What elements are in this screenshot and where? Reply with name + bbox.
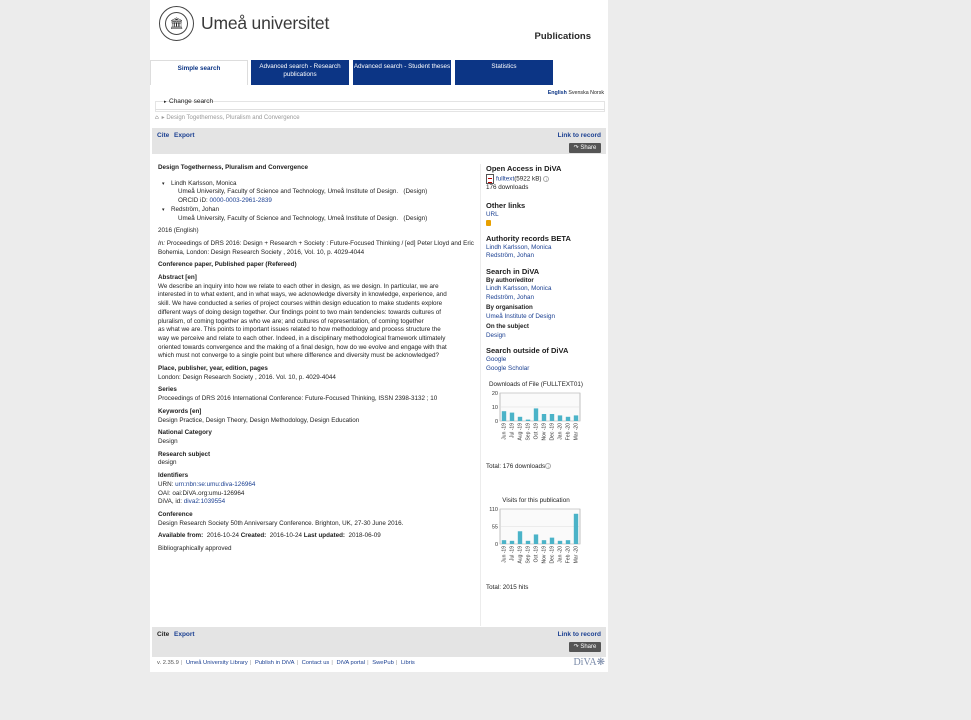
x-tick-label: Dec -19 — [549, 423, 556, 441]
x-tick-label: Aug -19 — [517, 546, 524, 564]
y-tick-label: 0 — [494, 542, 498, 549]
x-tick-label: Sep -19 — [525, 423, 532, 441]
x-tick-label: Dec -19 — [549, 546, 556, 564]
x-tick-label: Oct -19 — [533, 546, 540, 563]
visits-chart — [486, 505, 596, 580]
tab-advanced-research[interactable]: Advanced search - Research publications — [251, 60, 349, 85]
abstract-heading: Abstract [en] — [158, 274, 197, 282]
home-icon[interactable]: ⌂ — [155, 115, 159, 121]
urn-link[interactable]: urn:nbn:se:umu:diva-126964 — [175, 480, 256, 488]
record-toolbar-top — [152, 128, 606, 154]
keywords-value: Design Practice, Design Theory, Design Methodology, Design Education — [158, 416, 360, 424]
in-source: In: Proceedings of DRS 2016: Design + Research + Society : Future-Focused Thinking / [ed] Peter Lloyd and Eric Bohemia, London: Design Research Society , 2016, Vol. 10, p. 4029-4044 — [158, 239, 474, 256]
author-affiliation: Umeå University, Faculty of Science and Technology, Umeå Institute of Design. (Design) — [178, 214, 428, 222]
y-tick-label: 10 — [491, 405, 498, 412]
downloads-chart — [486, 389, 596, 459]
breadcrumb — [155, 114, 300, 121]
change-search-toggle[interactable] — [155, 98, 605, 110]
diva-id: DiVA, id: diva2:1039554 — [158, 498, 226, 506]
language-switcher — [548, 90, 604, 96]
bar — [542, 540, 546, 544]
y-tick-label: 55 — [491, 524, 498, 531]
x-tick-label: Jul -19 — [509, 423, 516, 439]
x-tick-label: Mar -20 — [573, 546, 580, 564]
bar — [510, 541, 514, 544]
subject-search-link[interactable]: Design — [486, 331, 506, 339]
lang-swedish[interactable]: Svenska — [568, 90, 589, 96]
footer-links: v. 2.35.9 | Umeå University Library | Publish in DiVA | Contact us | DiVA portal | SwePub | Libris — [157, 660, 415, 666]
open-access-lock-icon — [486, 220, 491, 226]
info-icon[interactable]: i — [543, 176, 549, 182]
info-icon[interactable]: i — [545, 463, 551, 469]
x-tick-label: Jul -19 — [509, 546, 516, 562]
footer-link-swepub[interactable]: SwePub — [372, 660, 394, 666]
version: v. 2.35.9 — [157, 660, 179, 666]
x-tick-label: Aug -19 — [517, 423, 524, 441]
x-tick-label: Nov -19 — [541, 546, 548, 564]
bar — [526, 420, 530, 421]
bar — [558, 416, 562, 422]
oai: OAI: oai:DiVA.org:umu-126964 — [158, 489, 245, 497]
bar — [550, 538, 554, 544]
google-scholar-link[interactable]: Google Scholar — [486, 364, 530, 372]
university-seal-icon[interactable]: 🏛 — [159, 6, 194, 41]
orcid: ORCID iD: 0000-0003-2961-2839 — [178, 197, 272, 205]
diva-id-link[interactable]: diva2:1039554 — [183, 498, 226, 506]
visits-chart-title: Visits for this publication — [502, 497, 570, 505]
diva-logo[interactable]: DiVA❋ — [573, 657, 605, 668]
x-tick-label: Jan -20 — [557, 546, 564, 563]
fulltext-link[interactable]: fulltext — [496, 175, 515, 183]
author-name: Lindh Karlsson, Monica — [171, 179, 237, 187]
url-link[interactable]: URL — [486, 210, 499, 218]
x-tick-label: Jan -20 — [557, 423, 564, 440]
bar — [534, 535, 538, 545]
category-heading: National Category — [158, 429, 212, 437]
org-search-link[interactable]: Umeå Institute of Design — [486, 312, 555, 320]
conference-value: Design Research Society 50th Anniversary Conference. Brighton, UK, 27-30 June 2016. — [158, 519, 404, 527]
x-tick-label: Jun -19 — [501, 423, 508, 440]
bar — [518, 417, 522, 421]
bar — [502, 411, 506, 421]
export-button[interactable]: Export — [174, 132, 195, 139]
bar — [502, 540, 506, 544]
year-language: 2016 (English) — [158, 227, 199, 235]
x-tick-label: Oct -19 — [533, 423, 540, 440]
chevron-right-icon: ▸ — [164, 99, 167, 105]
chevron-down-icon[interactable]: ▾ — [162, 206, 165, 213]
change-search-label: Change search — [169, 98, 214, 105]
downloads-total: Total: 176 downloads i — [486, 463, 605, 472]
section-title: Publications — [534, 31, 591, 42]
link-to-record-button[interactable]: Link to record — [557, 631, 601, 638]
bar — [574, 514, 578, 544]
x-tick-label: Jun -19 — [501, 546, 508, 563]
urn: URN: urn:nbn:se:umu:diva-126964 — [158, 480, 256, 488]
visits-total: Total: 2015 hits — [486, 583, 529, 591]
bar — [510, 413, 514, 421]
gear-icon: ❋ — [596, 657, 605, 668]
author-item[interactable] — [158, 206, 474, 215]
other-links-heading: Other links — [486, 200, 526, 210]
export-button[interactable]: Export — [174, 631, 195, 638]
authority-link[interactable]: Redström, Johan — [486, 252, 534, 260]
x-tick-label: Nov -19 — [541, 423, 548, 441]
search-outside-heading: Search outside of DiVA — [486, 346, 569, 356]
footer-link-publish[interactable]: Publish in DiVA — [254, 660, 295, 666]
bar — [550, 414, 554, 421]
bar — [518, 531, 522, 544]
author-search-link[interactable]: Lindh Karlsson, Monica — [486, 285, 552, 293]
bar — [542, 414, 546, 421]
breadcrumb-arrow-icon: ▸ — [161, 115, 167, 121]
orcid-link[interactable]: 0000-0003-2961-2839 — [209, 197, 272, 205]
sidebar — [480, 164, 605, 626]
approved-status: Bibliographically approved — [158, 545, 232, 553]
footer-link-library[interactable]: Umeå University Library — [185, 660, 248, 666]
x-tick-label: Feb -20 — [565, 546, 572, 564]
subject-value: design — [158, 459, 177, 467]
link-to-record-button[interactable]: Link to record — [557, 132, 601, 139]
on-subject-label: On the subject — [486, 323, 529, 331]
cite-button[interactable]: Cite — [157, 631, 170, 638]
place-value: London: Design Research Society , 2016. Vol. 10, p. 4029-4044 — [158, 373, 336, 381]
page — [150, 0, 608, 672]
dates: Available from: 2016-10-24 Created: 2016-10-24 Last updated: 2018-06-09 — [158, 532, 381, 540]
lang-norwegian[interactable]: Norsk — [590, 90, 604, 96]
download-count: 176 downloads — [486, 184, 529, 192]
downloads-chart-title: Downloads of File (FULLTEXT01) — [488, 381, 584, 389]
by-org-label: By organisation — [486, 304, 533, 312]
bar — [558, 541, 562, 544]
tab-simple-search[interactable]: Simple search — [150, 60, 248, 85]
footer-link-libris[interactable]: Libris — [400, 660, 415, 666]
y-tick-label: 0 — [494, 419, 498, 426]
pdf-icon[interactable] — [486, 174, 494, 184]
bar — [566, 540, 570, 544]
search-tabs — [150, 60, 608, 85]
bar — [574, 416, 578, 422]
keywords-heading: Keywords [en] — [158, 407, 202, 415]
category-value: Design — [158, 437, 178, 445]
breadcrumb-current: Design Togetherness, Pluralism and Convergence — [166, 115, 300, 121]
open-access-heading: Open Access in DiVA — [486, 164, 562, 173]
author-search-link[interactable]: Redström, Johan — [486, 293, 534, 301]
search-diva-heading: Search in DiVA — [486, 266, 540, 276]
author-affiliation: Umeå University, Faculty of Science and Technology, Umeå Institute of Design. (Design) — [178, 188, 428, 196]
footer-link-portal[interactable]: DiVA portal — [336, 660, 366, 666]
x-tick-label: Mar -20 — [573, 423, 580, 441]
y-tick-label: 20 — [491, 391, 498, 398]
author-name: Redström, Johan — [171, 205, 219, 213]
authority-link[interactable]: Lindh Karlsson, Monica — [486, 243, 552, 251]
chevron-down-icon[interactable]: ▾ — [162, 180, 165, 187]
place-heading: Place, publisher, year, edition, pages — [158, 365, 268, 373]
bar — [566, 417, 570, 421]
bar — [526, 541, 530, 544]
subject-heading: Research subject — [158, 450, 211, 458]
bar — [534, 409, 538, 422]
by-author-label: By author/editor — [486, 276, 534, 284]
university-logo-text[interactable]: Umeå universitet — [201, 13, 330, 33]
lang-english[interactable]: English — [547, 90, 567, 96]
tab-advanced-student[interactable]: Advanced search - Student theses — [353, 60, 451, 85]
identifiers-heading: Identifiers — [158, 472, 189, 480]
x-tick-label: Sep -19 — [525, 546, 532, 564]
record-toolbar-bottom — [152, 627, 606, 657]
fulltext-row: fulltext(5922 kB) i — [486, 174, 605, 184]
series-heading: Series — [158, 386, 177, 394]
cite-button[interactable]: Cite — [157, 132, 170, 139]
record-details — [158, 164, 474, 554]
series-value: Proceedings of DRS 2016 International Conference: Future-Focused Thinking, ISSN 2398-3132 ; 10 — [158, 395, 438, 403]
footer-link-contact[interactable]: Contact us — [301, 660, 330, 666]
tab-statistics[interactable]: Statistics — [455, 60, 553, 85]
share-button[interactable]: ↷ Share — [569, 642, 601, 652]
header — [150, 0, 608, 50]
conference-heading: Conference — [158, 510, 193, 518]
author-item[interactable] — [158, 180, 474, 189]
y-tick-label: 110 — [489, 507, 498, 514]
x-tick-label: Feb -20 — [565, 423, 572, 441]
publication-type: Conference paper, Published paper (Refereed) — [158, 261, 297, 269]
authority-heading: Authority records BETA — [486, 233, 571, 243]
share-button[interactable]: ↷ Share — [569, 143, 601, 153]
google-link[interactable]: Google — [486, 356, 507, 364]
abstract-text: We describe an inquiry into how we relate to each other in design, as we design. In particular, we are interested in to what extent, and in what ways, we acknowledge diversity in knowledge, experience, and skill. We have conducted a series of project courses within design education to make students explore different ways of doing design together. Our findings point to two main tendencies: towards cultures of pluralism, of coming together as who we are; and cultures of representation, of coming together as what we are. This points to important issues related to how methodology and process structure the way we perceive and relate to each other. Indeed, in a disciplinary methodological framework ultimately oriented towards convergence and the making of a final design, how do we evolve and engage with that which must not converge to a single point but where difference and diversity must be acknowledged? — [158, 282, 447, 360]
record-title: Design Togetherness, Pluralism and Convergence — [158, 164, 308, 171]
